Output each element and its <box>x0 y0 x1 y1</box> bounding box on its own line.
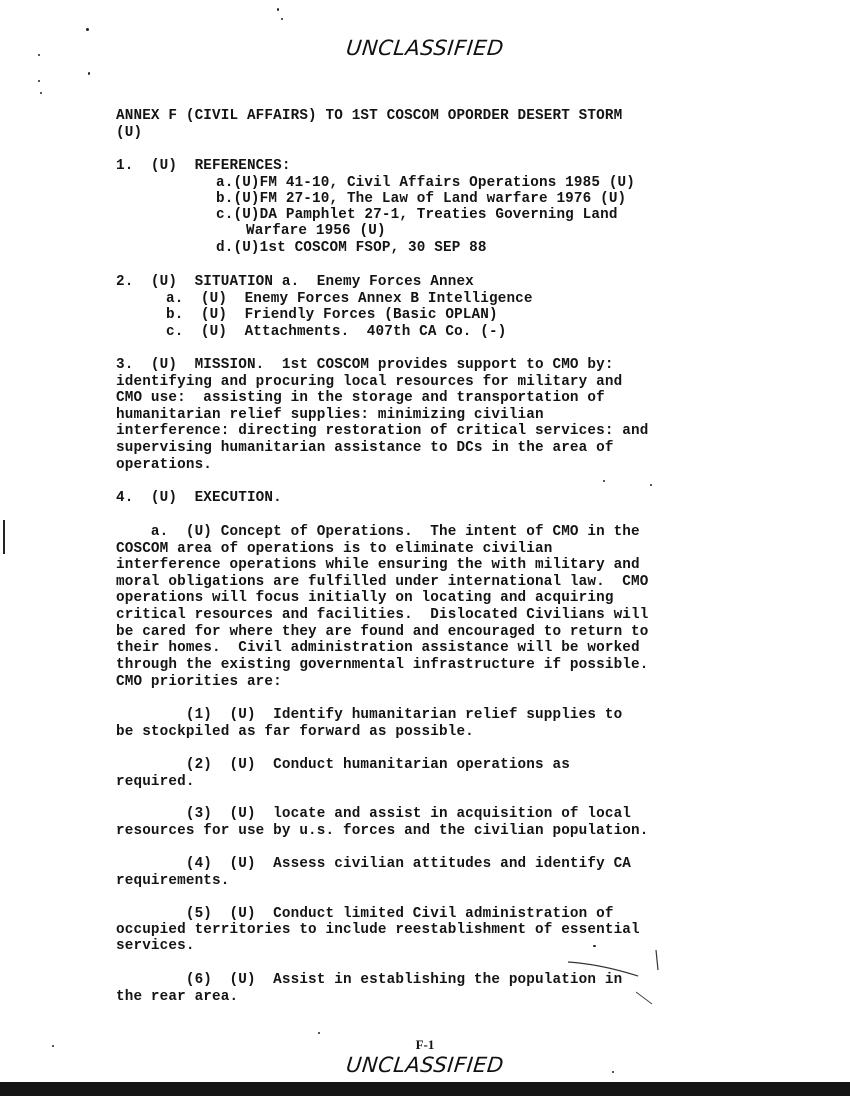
classification-stamp-bottom: UNCLASSIFIED <box>344 1053 506 1077</box>
reference-item-continued: Warfare 1956 (U) <box>246 223 386 239</box>
scan-speck <box>593 945 596 947</box>
concept-line: interference operations while ensuring the with military and <box>116 557 640 573</box>
situation-heading: 2. (U) SITUATION a. Enemy Forces Annex <box>116 274 474 290</box>
scan-speck <box>52 1045 54 1047</box>
reference-item: d.(U)1st COSCOM FSOP, 30 SEP 88 <box>216 240 487 256</box>
mission-line: supervising humanitarian assistance to DCs in the area of <box>116 440 614 456</box>
scan-speck <box>38 54 40 56</box>
concept-line: COSCOM area of operations is to eliminate civilian <box>116 541 553 557</box>
concept-line: CMO priorities are: <box>116 674 282 690</box>
priority-line: the rear area. <box>116 989 239 1005</box>
priority-line: (4) (U) Assess civilian attitudes and identify CA <box>116 856 632 872</box>
concept-line: operations will focus initially on locating and acquiring <box>116 590 614 606</box>
reference-item: c.(U)DA Pamphlet 27-1, Treaties Governing Land <box>216 207 618 223</box>
priority-line: services. <box>116 938 195 954</box>
scan-speck <box>38 80 40 82</box>
priority-line: be stockpiled as far forward as possible. <box>116 724 474 740</box>
concept-line: critical resources and facilities. Dislocated Civilians will <box>116 607 649 623</box>
scan-speck <box>88 72 90 75</box>
concept-line: be cared for where they are found and encouraged to return to <box>116 624 649 640</box>
priority-line: (1) (U) Identify humanitarian relief supplies to <box>116 707 623 723</box>
classification-stamp-top: UNCLASSIFIED <box>344 36 506 60</box>
priority-line: requirements. <box>116 873 230 889</box>
scan-speck <box>650 484 652 486</box>
mission-line: humanitarian relief supplies: minimizing civilian <box>116 407 544 423</box>
mission-line: identifying and procuring local resources for military and <box>116 374 623 390</box>
execution-heading: 4. (U) EXECUTION. <box>116 490 282 506</box>
priority-line: required. <box>116 774 195 790</box>
priority-line: resources for use by u.s. forces and the civilian population. <box>116 823 649 839</box>
references-heading: 1. (U) REFERENCES: <box>116 158 291 174</box>
situation-item: c. (U) Attachments. 407th CA Co. (-) <box>166 324 507 340</box>
priority-line: (3) (U) locate and assist in acquisition of local <box>116 806 632 822</box>
page-number: F-1 <box>415 1037 435 1052</box>
priority-line: (6) (U) Assist in establishing the population in <box>116 972 623 988</box>
scan-bottom-edge <box>0 1082 850 1096</box>
mission-line: operations. <box>116 457 213 473</box>
scan-speck <box>318 1032 320 1034</box>
concept-line: a. (U) Concept of Operations. The intent of CMO in the <box>116 524 640 540</box>
priority-line: (5) (U) Conduct limited Civil administration of <box>116 906 614 922</box>
mission-line: 3. (U) MISSION. 1st COSCOM provides support to CMO by: <box>116 357 614 373</box>
mission-line: interference: directing restoration of critical services: and <box>116 423 649 439</box>
priority-line: occupied territories to include reestablishment of essential <box>116 922 640 938</box>
scan-speck <box>40 92 42 94</box>
scan-speck <box>277 8 279 11</box>
reference-item: b.(U)FM 27-10, The Law of Land warfare 1976 (U) <box>216 191 627 207</box>
situation-item: a. (U) Enemy Forces Annex B Intelligence <box>166 291 533 307</box>
annex-title-classification: (U) <box>116 125 143 141</box>
concept-line: through the existing governmental infrastructure if possible. <box>116 657 649 673</box>
mission-line: CMO use: assisting in the storage and transportation of <box>116 390 605 406</box>
scan-speck <box>86 28 89 31</box>
scan-speck <box>612 1071 614 1073</box>
concept-line: their homes. Civil administration assistance will be worked <box>116 640 640 656</box>
scan-speck <box>603 480 605 482</box>
situation-item: b. (U) Friendly Forces (Basic OPLAN) <box>166 307 498 323</box>
concept-line: moral obligations are fulfilled under international law. CMO <box>116 574 649 590</box>
priority-line: (2) (U) Conduct humanitarian operations as <box>116 757 570 773</box>
annex-title: ANNEX F (CIVIL AFFAIRS) TO 1ST COSCOM OPORDER DESERT STORM <box>116 108 623 124</box>
reference-item: a.(U)FM 41-10, Civil Affairs Operations 1985 (U) <box>216 175 636 191</box>
scan-speck <box>281 18 283 20</box>
scan-margin-mark <box>3 520 5 554</box>
pen-marks <box>560 940 670 1010</box>
